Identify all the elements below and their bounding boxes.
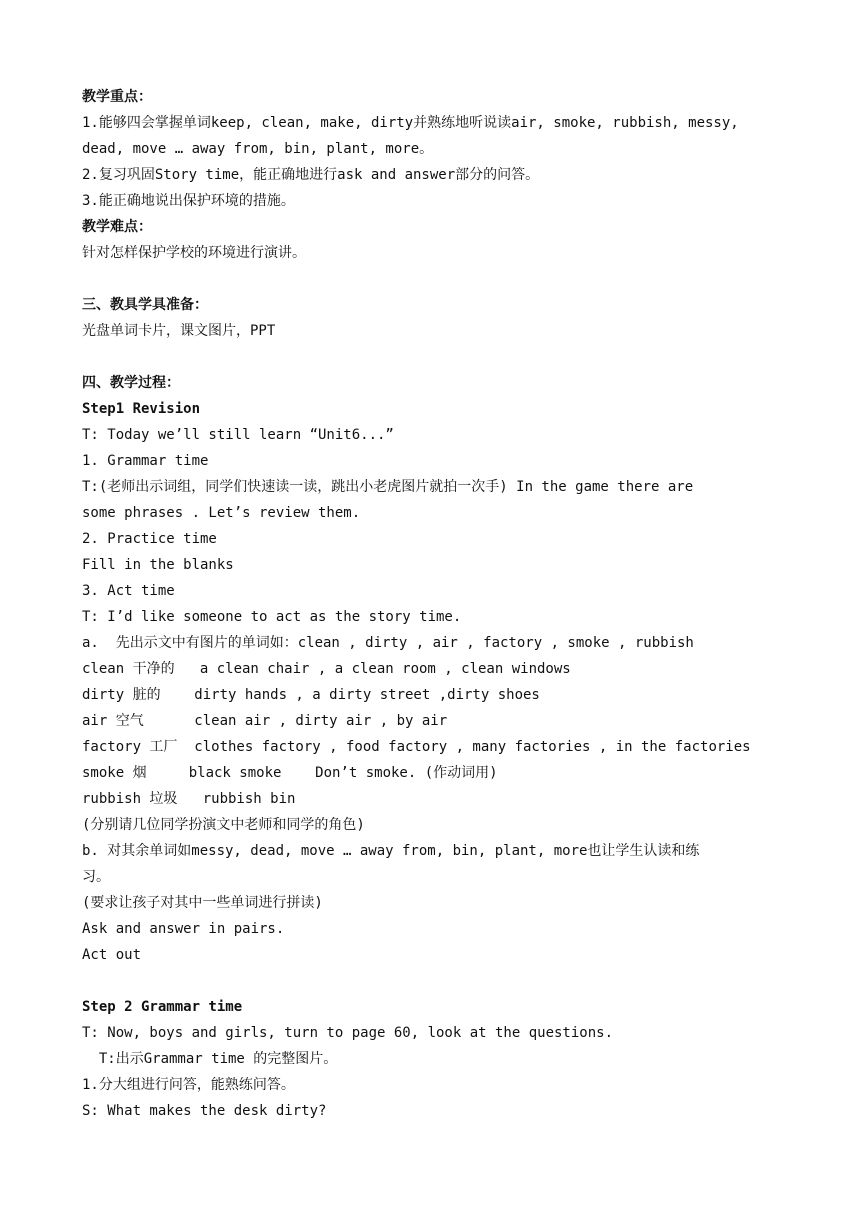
document-page <box>82 84 782 1124</box>
text-line: dirty 脏的 dirty hands , a dirty street ,dirty shoes <box>82 687 540 703</box>
text-line: (分别请几位同学扮演文中老师和同学的角色) <box>82 817 365 833</box>
section-heading: Step 2 Grammar time <box>82 999 243 1015</box>
text-line: 2.复习巩固Story time，能正确地进行ask and answer部分的问答。 <box>82 167 540 183</box>
text-line: 1.能够四会掌握单词keep, clean, make, dirty并熟练地听说读air, smoke, rubbish, messy, <box>82 115 739 131</box>
text-line: 1. Grammar time <box>82 453 209 469</box>
text-line: Ask and answer in pairs. <box>82 921 285 937</box>
text-line: 3. Act time <box>82 583 175 599</box>
text-line: clean 干净的 a clean chair , a clean room , clean windows <box>82 661 571 677</box>
section-heading: 三、教具学具准备： <box>82 297 208 313</box>
section-heading: 四、教学过程： <box>82 375 180 391</box>
text-line: 2. Practice time <box>82 531 217 547</box>
text-line: T:(老师出示词组，同学们快速读一读，跳出小老虎图片就拍一次手) In the game there are <box>82 479 694 495</box>
text-line: T: Now, boys and girls, turn to page 60, look at the questions. <box>82 1025 614 1041</box>
blank-line <box>82 266 782 292</box>
text-line: Fill in the blanks <box>82 557 234 573</box>
section-heading: 教学难点： <box>82 219 152 235</box>
text-line: 光盘单词卡片，课文图片，PPT <box>82 323 276 339</box>
text-line: some phrases . Let’s review them. <box>82 505 361 521</box>
text-line: T:出示Grammar time 的完整图片。 <box>82 1051 338 1067</box>
text-line: (要求让孩子对其中一些单词进行拼读) <box>82 895 323 911</box>
text-line: a. 先出示文中有图片的单词如：clean , dirty , air , factory , smoke , rubbish <box>82 635 694 651</box>
text-line: 1.分大组进行问答，能熟练问答。 <box>82 1077 295 1093</box>
blank-line <box>82 344 782 370</box>
section-heading: Step1 Revision <box>82 401 201 417</box>
text-line: T: I’d like someone to act as the story time. <box>82 609 462 625</box>
text-line: 习。 <box>82 869 110 885</box>
text-line: air 空气 clean air , dirty air , by air <box>82 713 448 729</box>
text-line: 3.能正确地说出保护环境的措施。 <box>82 193 295 209</box>
text-line: dead, move … away from, bin, plant, more。 <box>82 141 434 157</box>
text-line: T: Today we’ll still learn “Unit6...” <box>82 427 394 443</box>
text-line: factory 工厂 clothes factory , food factory , many factories , in the factories <box>82 739 751 755</box>
text-line: rubbish 垃圾 rubbish bin <box>82 791 296 807</box>
section-heading: 教学重点： <box>82 89 152 105</box>
text-line: S: What makes the desk dirty? <box>82 1103 327 1119</box>
text-line: Act out <box>82 947 142 963</box>
text-line: smoke 烟 black smoke Don’t smoke. (作动词用) <box>82 765 498 781</box>
blank-line <box>82 968 782 994</box>
text-line: 针对怎样保护学校的环境进行演讲。 <box>82 245 306 261</box>
text-line: b. 对其余单词如messy, dead, move … away from, bin, plant, more也让学生认读和练 <box>82 843 700 859</box>
